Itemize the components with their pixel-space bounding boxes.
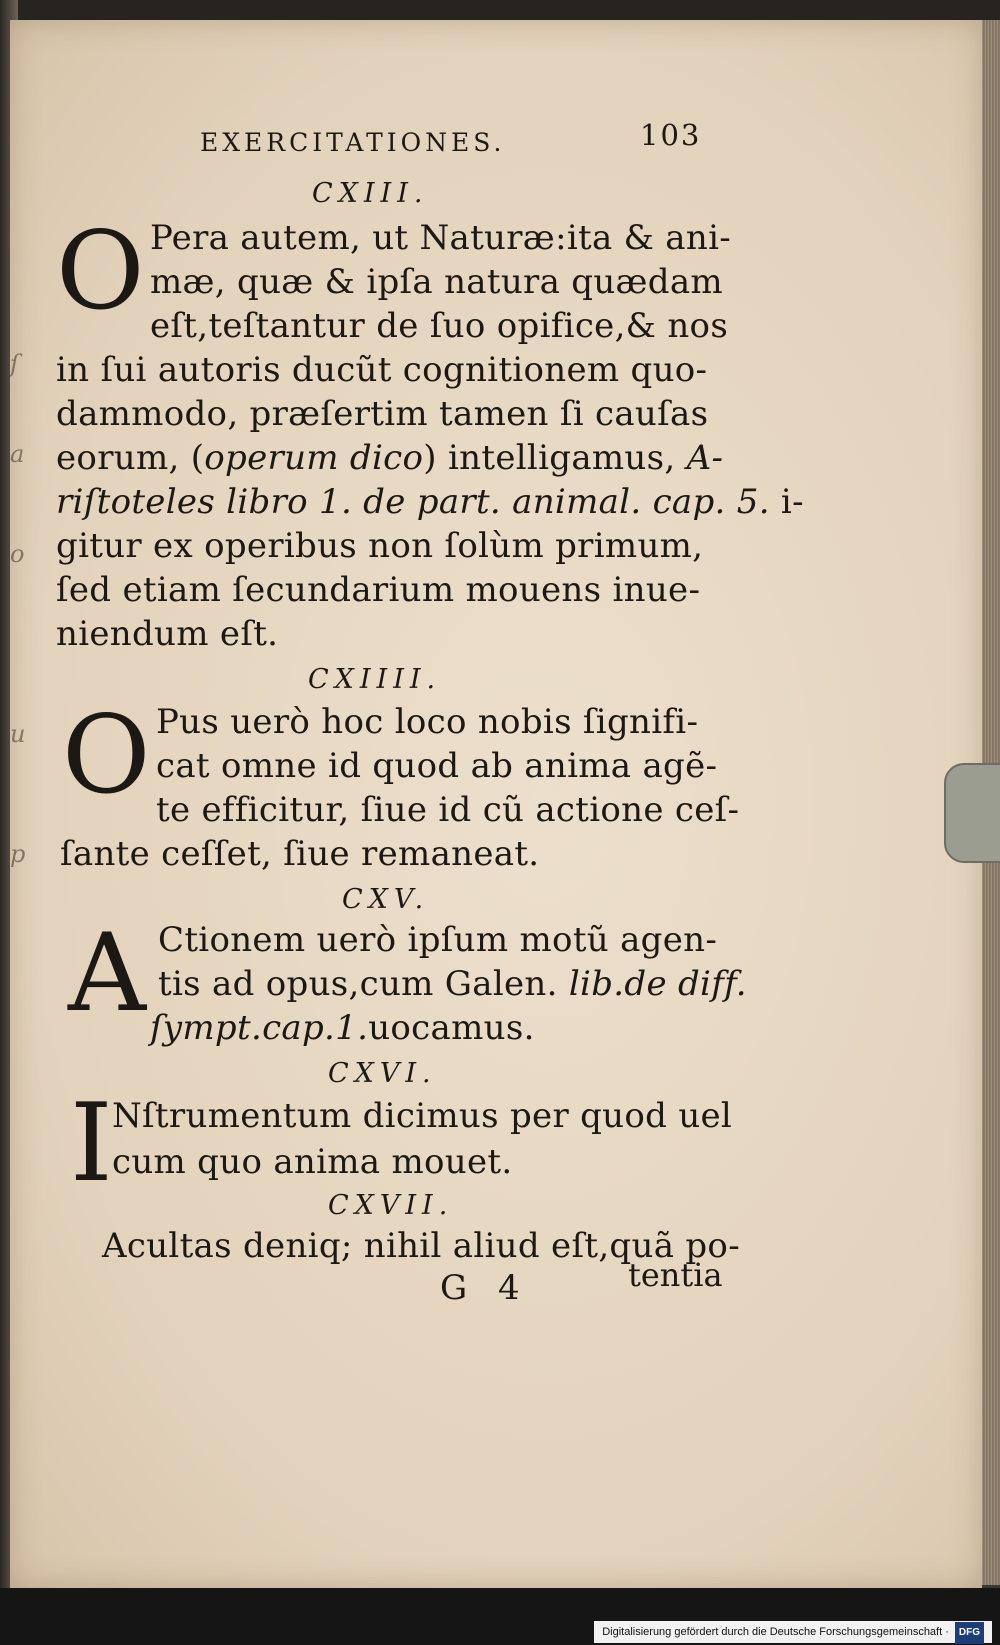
text-line: dammodo, præſertim tamen ſi cauſas xyxy=(56,394,709,434)
bleed-through-mark: p xyxy=(10,840,26,868)
text-line: niendum eſt. xyxy=(56,614,279,654)
section-numeral: CXVI. xyxy=(328,1058,437,1089)
text-line: tis ad opus,cum Galen. lib.de diff. xyxy=(158,964,747,1004)
page-number: 103 xyxy=(640,118,702,152)
bleed-through-mark: ſ xyxy=(10,350,19,378)
section-numeral: CXIII. xyxy=(312,178,429,209)
section-numeral: CXV. xyxy=(342,884,430,915)
drop-cap: O xyxy=(62,693,151,818)
text-line: in ſui autoris ducũt cognitionem quo- xyxy=(56,350,708,390)
text-line: Pus uerò hoc loco nobis ſignifi- xyxy=(156,702,699,742)
text-line: cat omne id quod ab anima agẽ- xyxy=(156,746,718,786)
text-line: eorum, (operum dico) intelligamus, A- xyxy=(56,438,724,478)
text-line: ſante ceſſet, ſiue remaneat. xyxy=(60,834,540,874)
drop-cap: I xyxy=(70,1081,113,1206)
text-line: gitur ex operibus non ſolùm primum, xyxy=(56,526,704,566)
bleed-through-mark: u xyxy=(10,720,26,748)
scan-footer-bar xyxy=(0,1588,1000,1645)
text-line: riſtoteles libro 1. de part. animal. cap. 5. i- xyxy=(56,482,804,522)
text-line: ſed etiam ſecundarium mouens inue- xyxy=(56,570,701,610)
bleed-through-mark: a xyxy=(10,440,25,468)
drop-cap: A xyxy=(68,911,146,1036)
section-numeral: CXIIII. xyxy=(308,664,442,695)
running-title: EXERCITATIONES. xyxy=(200,128,506,157)
text-line: mæ, quæ & ipſa natura quædam xyxy=(150,262,723,302)
text-line: Ctionem uerò ipſum motũ agen- xyxy=(158,920,718,960)
text-line: Acultas deniq; nihil aliud eſt,quã po- xyxy=(102,1226,740,1266)
text-line: ſympt.cap.1.uocamus. xyxy=(150,1008,535,1048)
bleed-through-mark: o xyxy=(10,540,25,568)
signature-mark: G 4 xyxy=(440,1268,530,1308)
text-line: cum quo anima mouet. xyxy=(112,1142,513,1182)
section-numeral: CXVII. xyxy=(328,1190,454,1221)
catchword: tentia xyxy=(628,1256,723,1294)
text-line: Pera autem, ut Naturæ:ita & ani- xyxy=(150,218,732,258)
text-line: Nſtrumentum dicimus per quod uel xyxy=(112,1096,733,1136)
text-line: eſt,teſtantur de ſuo opifice,& nos xyxy=(150,306,729,346)
drop-cap: O xyxy=(56,209,145,334)
text-line: te efficitur, ſiue id cũ actione ceſ- xyxy=(156,790,740,830)
digitization-credit: Digitalisierung gefördert durch die Deutsche Forschungsgemeinschaft · DFG xyxy=(594,1621,992,1643)
dfg-logo: DFG xyxy=(955,1622,984,1644)
